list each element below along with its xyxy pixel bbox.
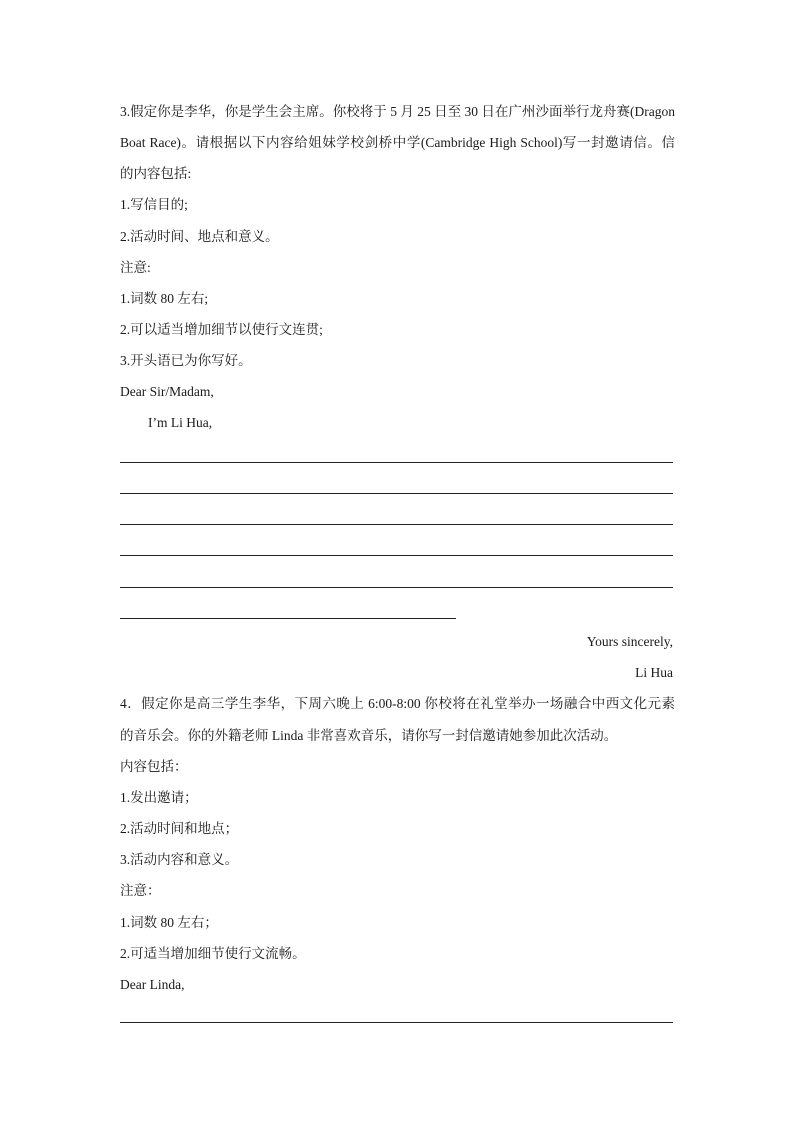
question-3-notes-heading: 注意: bbox=[120, 260, 151, 275]
question-3-signature: Li Hua bbox=[635, 665, 673, 680]
writing-line bbox=[120, 618, 456, 619]
question-3-note-item-1: 1.词数 80 左右; bbox=[120, 291, 209, 306]
question-4-prompt-line-2: 的音乐会。你的外籍老师 Linda 非常喜欢音乐，请你写一封信邀请她参加此次活动。 bbox=[120, 728, 618, 743]
question-3-closing: Yours sincerely, bbox=[586, 634, 673, 649]
writing-line bbox=[120, 1022, 673, 1023]
question-3-note-item-3: 3.开头语已为你写好。 bbox=[120, 353, 252, 368]
question-3-content-item-1: 1.写信目的; bbox=[120, 197, 188, 212]
writing-line bbox=[120, 587, 673, 588]
question-3-prompt-line-1: 3.假定你是李华，你是学生会主席。你校将于 5 月 25 日至 30 日在广州沙面举行龙舟赛(Dragon bbox=[120, 104, 675, 119]
question-4-content-item-2: 2.活动时间和地点； bbox=[120, 821, 239, 836]
question-4-notes-heading: 注意： bbox=[120, 883, 161, 898]
writing-line bbox=[120, 555, 673, 556]
question-3-opening: I’m Li Hua, bbox=[148, 415, 213, 430]
question-4-content-item-1: 1.发出邀请； bbox=[120, 790, 198, 805]
question-3-salutation: Dear Sir/Madam, bbox=[120, 384, 214, 399]
writing-line bbox=[120, 462, 673, 463]
question-4-salutation: Dear Linda, bbox=[120, 977, 185, 992]
question-3-prompt-line-3: 的内容包括: bbox=[120, 166, 192, 181]
question-4-content-item-3: 3.活动内容和意义。 bbox=[120, 852, 239, 867]
writing-line bbox=[120, 493, 673, 494]
question-4-prompt-line-1: 4．假定你是高三学生李华，下周六晚上 6:00-8:00 你校将在礼堂举办一场融合中西文化元素 bbox=[120, 696, 675, 711]
question-4-note-item-2: 2.可适当增加细节使行文流畅。 bbox=[120, 946, 306, 961]
question-3-prompt-line-2: Boat Race)。请根据以下内容给姐妹学校剑桥中学(Cambridge High School)写一封邀请信。信 bbox=[120, 135, 675, 150]
question-4-content-heading: 内容包括： bbox=[120, 759, 188, 774]
question-3-note-item-2: 2.可以适当增加细节以使行文连贯; bbox=[120, 322, 323, 337]
question-4-note-item-1: 1.词数 80 左右； bbox=[120, 915, 218, 930]
question-3-content-item-2: 2.活动时间、地点和意义。 bbox=[120, 229, 279, 244]
writing-line bbox=[120, 524, 673, 525]
